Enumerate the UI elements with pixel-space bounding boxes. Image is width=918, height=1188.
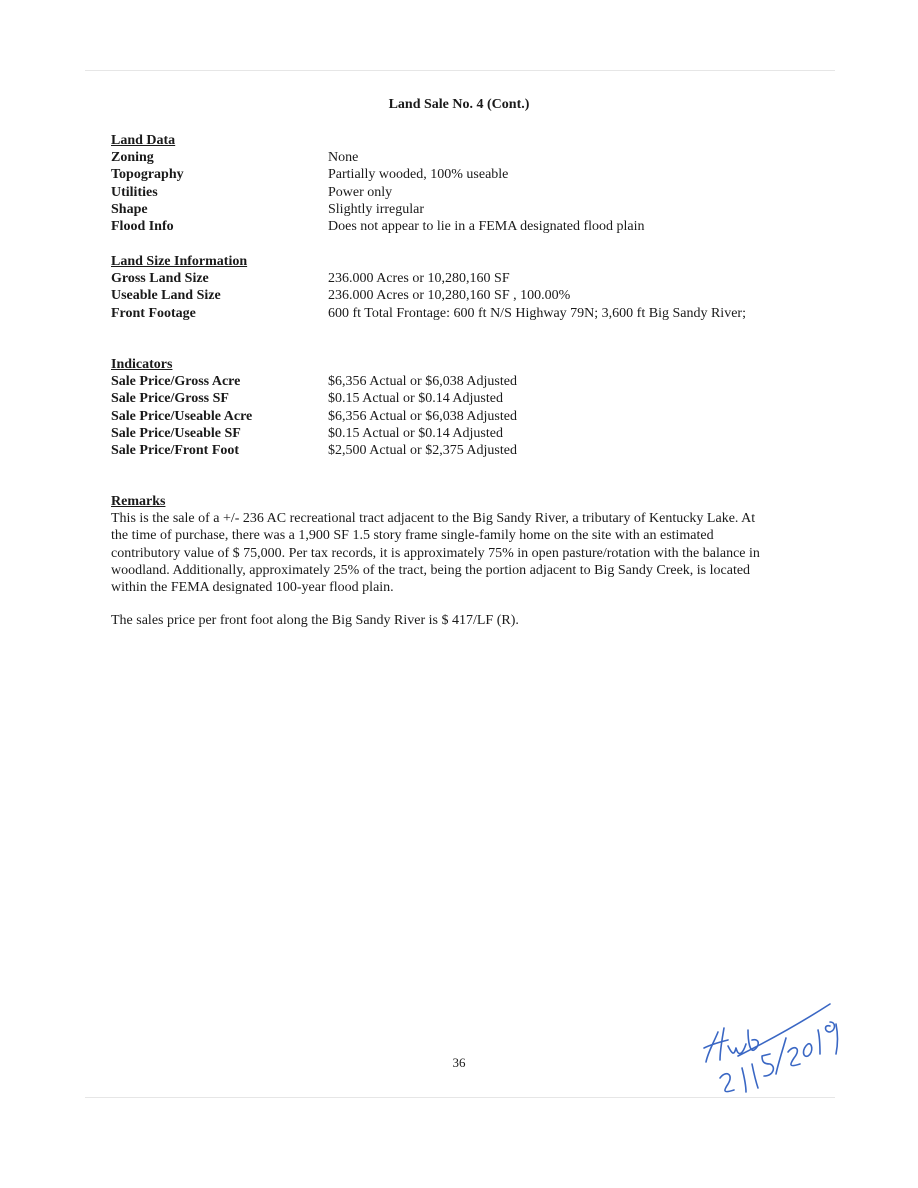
field-label: Sale Price/Front Foot	[111, 443, 240, 459]
field-label: Flood Info	[111, 219, 174, 235]
indicator-row	[111, 373, 811, 390]
field-label: Utilities	[111, 184, 158, 200]
field-label: Sale Price/Useable SF	[111, 425, 241, 441]
field-value: $6,356 Actual or $6,038 Adjusted	[328, 408, 517, 424]
land-data-row	[111, 201, 811, 218]
field-value: Slightly irregular	[328, 201, 425, 217]
field-label: Shape	[111, 201, 148, 217]
field-value: $2,500 Actual or $2,375 Adjusted	[328, 443, 517, 459]
field-value: 236.000 Acres or 10,280,160 SF	[328, 271, 510, 286]
remarks-price-note: The sales price per front foot along the Big Sandy River is $ 417/LF (R).	[111, 613, 519, 629]
indicator-row	[111, 408, 811, 425]
land-data-row	[111, 218, 811, 235]
field-label: Gross Land Size	[111, 271, 209, 286]
field-label: Front Footage	[111, 305, 196, 321]
land-data-row	[111, 149, 811, 166]
page-number: 36	[452, 1055, 466, 1070]
remarks-section	[111, 493, 771, 630]
field-value: $0.15 Actual or $0.14 Adjusted	[328, 425, 503, 441]
indicator-row	[111, 442, 811, 459]
land-size-row	[111, 270, 811, 287]
field-value: Does not appear to lie in a FEMA designated flood plain	[328, 219, 645, 235]
remarks-paragraph: This is the sale of a +/- 236 AC recreational tract adjacent to the Big Sandy River, a tributary of Kentucky Lake. At the time of purchase, there was a 1,900 SF 1.5 story frame single-family home on the site with an estimated contributory value of $ 75,000. Per tax records, it is approximately 75% in open pasture/rotation with the balance in woodland. Additionally, approximately 25% of the tract, being the portion adjacent to Big Sandy Creek, is located within the FEMA designated 100-year flood plain.	[111, 511, 760, 596]
land-size-row	[111, 287, 811, 304]
land-data-row	[111, 166, 811, 183]
field-value: Partially wooded, 100% useable	[328, 167, 509, 183]
indicators-section	[111, 356, 811, 459]
land-size-row	[111, 305, 811, 322]
field-value: $6,356 Actual or $6,038 Adjusted	[328, 374, 517, 389]
field-label: Useable Land Size	[111, 288, 221, 304]
field-label: Sale Price/Gross SF	[111, 391, 229, 407]
land-size-header: Land Size Information	[111, 254, 248, 269]
field-value: 600 ft Total Frontage: 600 ft N/S Highway 79N; 3,600 ft Big Sandy River;	[328, 305, 746, 321]
land-data-section	[111, 132, 811, 235]
page-title: Land Sale No. 4 (Cont.)	[388, 97, 530, 112]
field-label: Sale Price/Useable Acre	[111, 408, 253, 424]
field-value: 236.000 Acres or 10,280,160 SF , 100.00%	[328, 288, 571, 304]
remarks-header: Remarks	[111, 494, 166, 509]
land-size-section	[111, 253, 811, 322]
signature-initials-date	[690, 990, 850, 1120]
indicators-header: Indicators	[111, 357, 173, 372]
field-value: None	[328, 150, 359, 165]
field-label: Sale Price/Gross Acre	[111, 374, 241, 389]
field-value: Power only	[328, 184, 393, 200]
field-label: Topography	[111, 167, 184, 183]
scan-artifact-top	[85, 70, 835, 71]
land-data-row	[111, 184, 811, 201]
field-value: $0.15 Actual or $0.14 Adjusted	[328, 391, 503, 407]
field-label: Zoning	[111, 150, 154, 165]
indicator-row	[111, 425, 811, 442]
land-data-header: Land Data	[111, 133, 176, 148]
indicator-row	[111, 390, 811, 407]
